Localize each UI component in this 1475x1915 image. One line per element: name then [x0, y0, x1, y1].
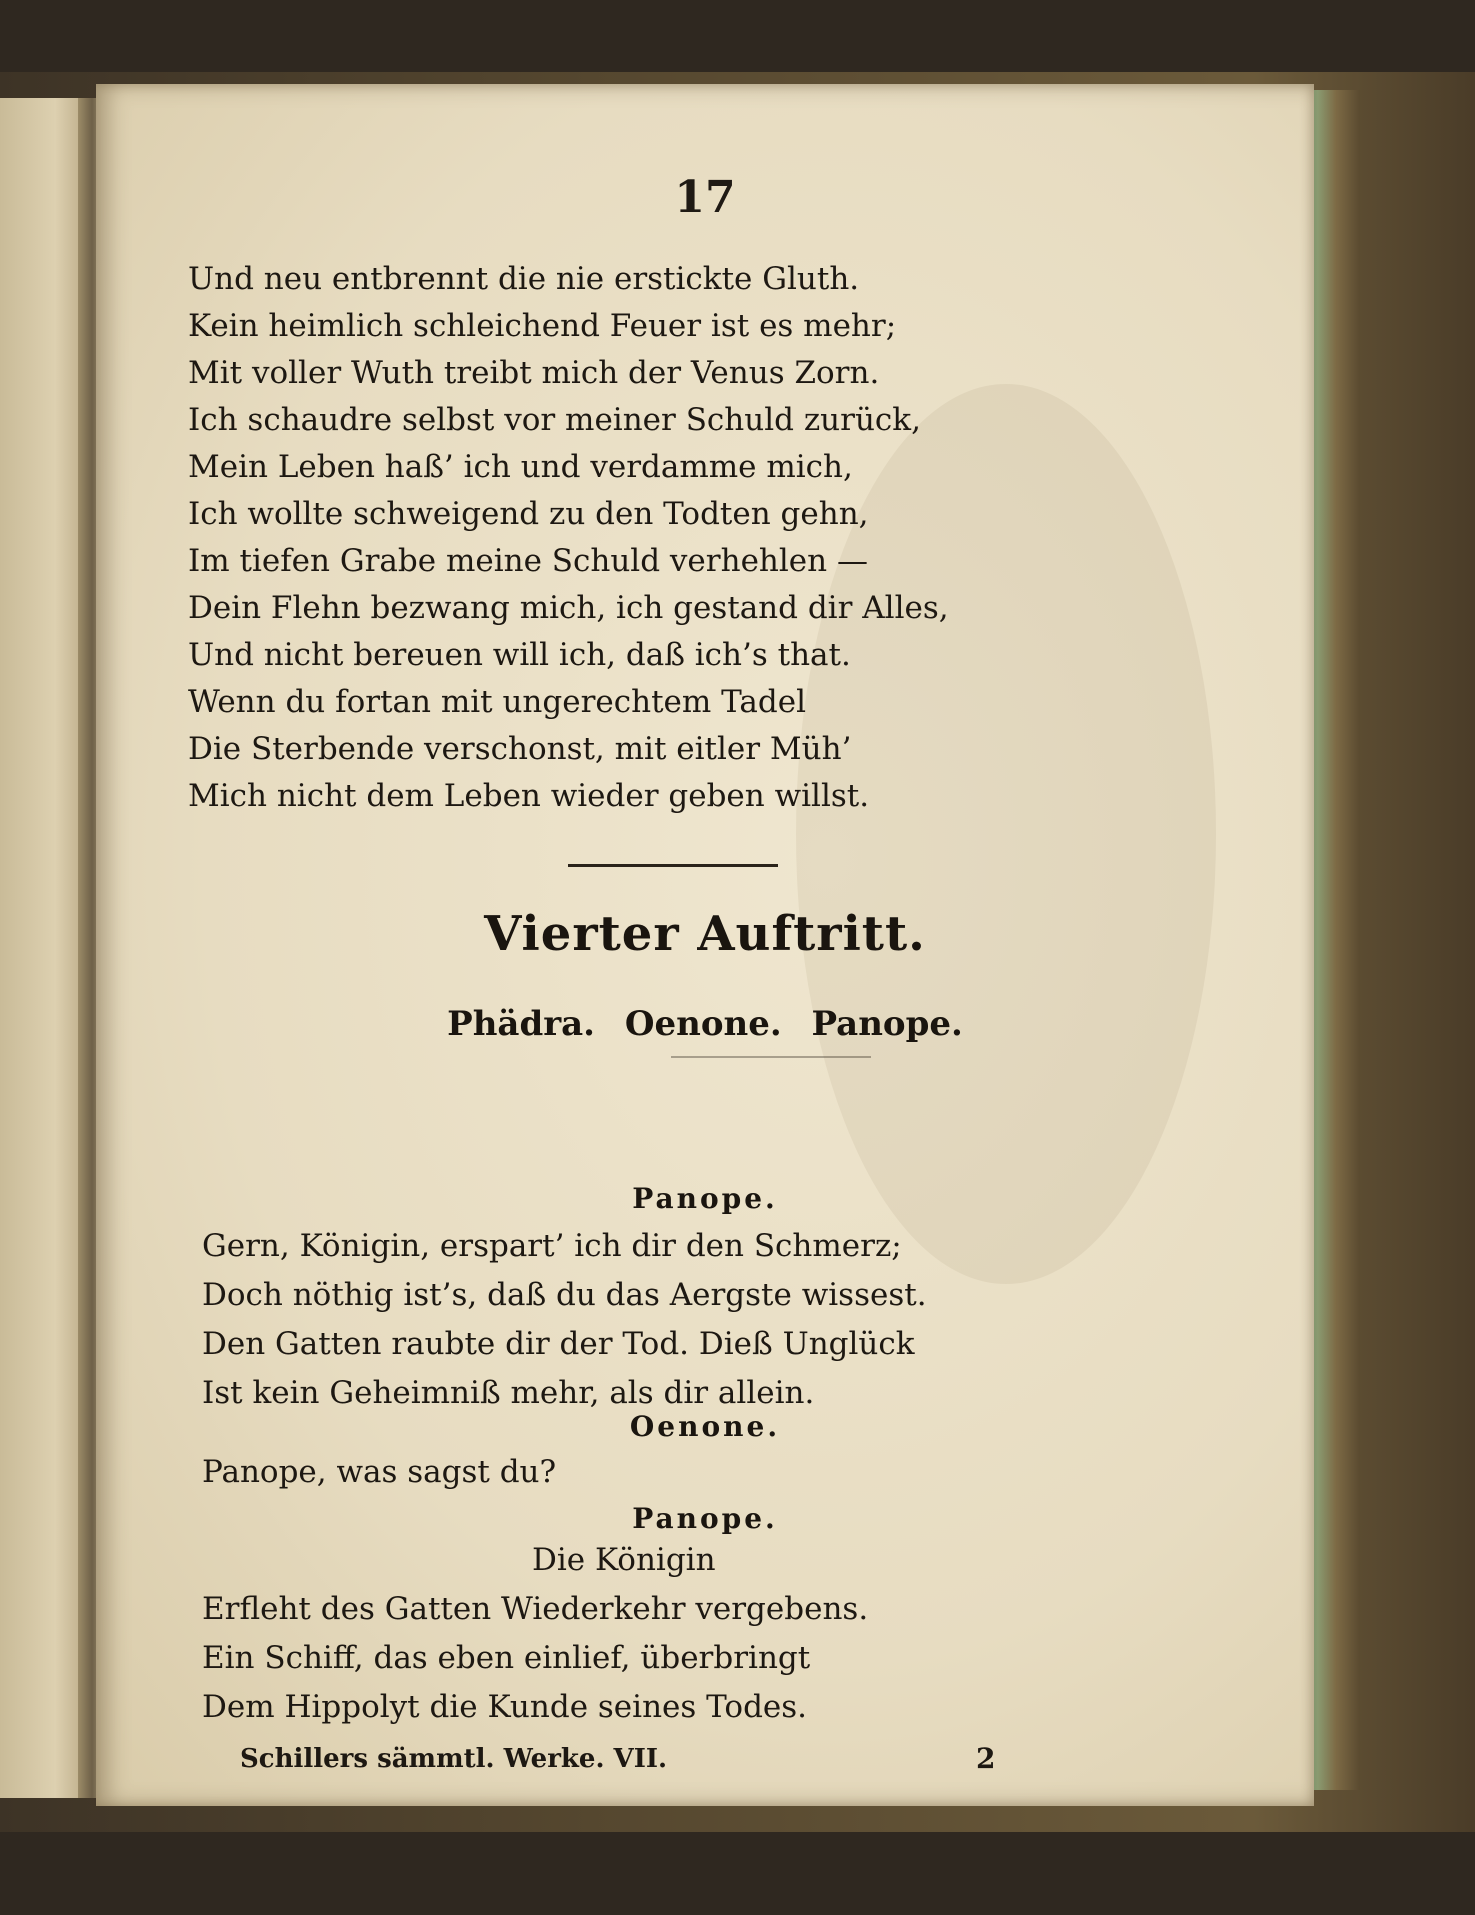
- character-underline: [671, 1056, 871, 1058]
- verse-block: [188, 256, 1088, 820]
- verse-line: Die Sterbende verschonst, mit eitler Müh’: [188, 731, 852, 767]
- speaker-panope: Panope.: [632, 1182, 778, 1215]
- speech-line: Ist kein Geheimniß mehr, als dir allein.: [202, 1375, 815, 1411]
- verse-line: Mit voller Wuth treibt mich der Venus Zorn.: [188, 355, 880, 391]
- verse-line: Und nicht bereuen will ich, daß ich’s that.: [188, 637, 851, 673]
- character-list: Phädra. Oenone. Panope.: [447, 1004, 963, 1044]
- section-divider: [568, 864, 778, 867]
- verse-line: Ich schaudre selbst vor meiner Schuld zurück,: [188, 402, 921, 438]
- page-number: 17: [674, 172, 736, 223]
- speech-block: [202, 1222, 1102, 1418]
- speech-block: [202, 1536, 1102, 1732]
- verse-line: Dein Flehn bezwang mich, ich gestand dir Alles,: [188, 590, 949, 626]
- speaker-oenone: Oenone.: [629, 1410, 781, 1443]
- book-page: [96, 84, 1314, 1806]
- speech-line: Gern, Königin, erspart’ ich dir den Schmerz;: [202, 1228, 902, 1264]
- speech-line: Den Gatten raubte dir der Tod. Dieß Unglück: [202, 1326, 915, 1362]
- speech-line: Panope, was sagst du?: [202, 1454, 557, 1490]
- verse-line: Im tiefen Grabe meine Schuld verhehlen —: [188, 543, 868, 579]
- speech-line: Ein Schiff, das eben einlief, überbringt: [202, 1640, 811, 1676]
- verse-line: Wenn du fortan mit ungerechtem Tadel: [188, 684, 806, 720]
- speech-line: Erfleht des Gatten Wiederkehr vergebens.: [202, 1591, 869, 1627]
- verse-line: Und neu entbrennt die nie erstickte Gluth.: [188, 261, 860, 297]
- verse-line: Ich wollte schweigend zu den Todten gehn,: [188, 496, 869, 532]
- verse-line: Mich nicht dem Leben wieder geben willst.: [188, 778, 870, 814]
- speech-line: Doch nöthig ist’s, daß du das Aergste wissest.: [202, 1277, 927, 1313]
- speech-line: Die Königin: [532, 1542, 716, 1578]
- verse-line: Mein Leben haß’ ich und verdamme mich,: [188, 449, 853, 485]
- speaker-panope: Panope.: [632, 1502, 778, 1535]
- speech-block: [202, 1448, 1102, 1497]
- sheet-signature: 2: [976, 1742, 996, 1775]
- verse-line: Kein heimlich schleichend Feuer ist es mehr;: [188, 308, 897, 344]
- scene-title: Vierter Auftritt.: [484, 906, 926, 962]
- speech-line: Dem Hippolyt die Kunde seines Todes.: [202, 1689, 808, 1725]
- footer-signature-line: Schillers sämmtl. Werke. VII.: [240, 1744, 668, 1774]
